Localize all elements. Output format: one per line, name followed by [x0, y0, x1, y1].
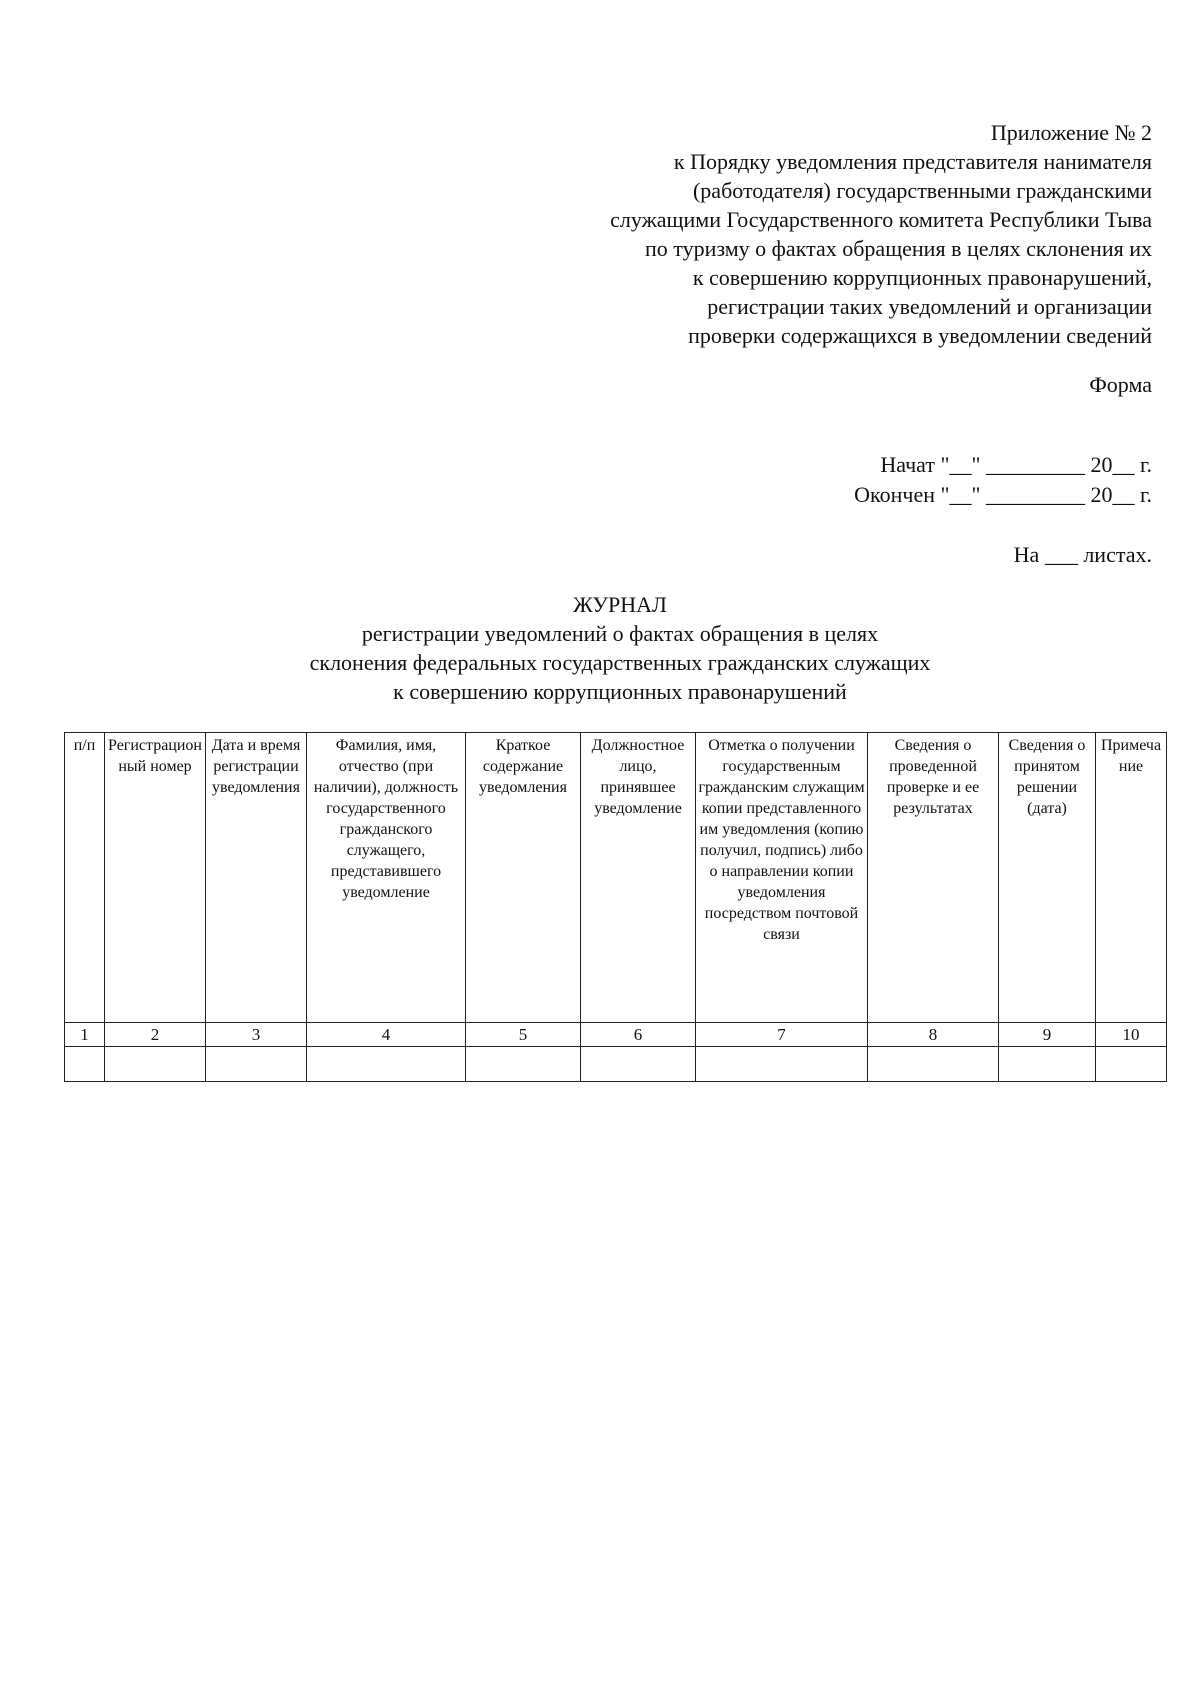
table-row — [65, 1047, 1167, 1082]
column-number: 1 — [65, 1023, 105, 1047]
column-number: 7 — [696, 1023, 868, 1047]
column-number: 5 — [466, 1023, 581, 1047]
table-cell — [307, 1047, 466, 1082]
table-cell — [1096, 1047, 1167, 1082]
header-cell-number: п/п — [65, 733, 105, 1023]
table-header-row — [65, 733, 1167, 1023]
header-cell-summary: Краткое содержание уведомления — [466, 733, 581, 1023]
finished-date: Окончен "__" _________ 20__ г. — [854, 482, 1152, 507]
appendix-line: служащими Государственного комитета Республики Тыва — [610, 207, 1152, 232]
column-number: 6 — [581, 1023, 696, 1047]
appendix-line: к Порядку уведомления представителя нанимателя — [673, 149, 1152, 174]
table-cell — [105, 1047, 206, 1082]
journal-table-wrap — [64, 732, 1166, 1082]
column-number: 4 — [307, 1023, 466, 1047]
appendix-block — [512, 118, 1152, 350]
table-number-row — [65, 1023, 1167, 1047]
column-number: 10 — [1096, 1023, 1167, 1047]
appendix-line: к совершению коррупционных правонарушений, — [692, 265, 1152, 290]
table-cell — [466, 1047, 581, 1082]
started-date: Начат "__" _________ 20__ г. — [880, 452, 1152, 477]
journal-subtitle: регистрации уведомлений о фактах обращения в целях — [361, 621, 879, 646]
header-cell-official: Должностное лицо, принявшее уведомление — [581, 733, 696, 1023]
journal-subtitle: к совершению коррупционных правонарушений — [393, 679, 847, 704]
table-cell — [868, 1047, 999, 1082]
table-cell — [65, 1047, 105, 1082]
journal-table — [64, 732, 1167, 1082]
header-cell-registration-date: Дата и время регистрации уведомления — [206, 733, 307, 1023]
table-cell — [999, 1047, 1096, 1082]
column-number: 9 — [999, 1023, 1096, 1047]
appendix-line: регистрации таких уведомлений и организации — [707, 294, 1152, 319]
header-cell-note: Примечание — [1096, 733, 1167, 1023]
appendix-line: (работодателя) государственными гражданскими — [692, 178, 1152, 203]
sheets-count: На ___ листах. — [1013, 542, 1152, 567]
header-cell-employee-name: Фамилия, имя, отчество (при наличии), должность государственного гражданского служащего, представившего уведомление — [307, 733, 466, 1023]
journal-title: ЖУРНАЛ — [573, 592, 667, 617]
appendix-line: проверки содержащихся в уведомлении сведений — [688, 323, 1152, 348]
column-number: 3 — [206, 1023, 307, 1047]
header-cell-registration-number: Регистрационный номер — [105, 733, 206, 1023]
appendix-line: по туризму о фактах обращения в целях склонения их — [645, 236, 1152, 261]
column-number: 2 — [105, 1023, 206, 1047]
journal-heading — [240, 590, 1000, 706]
column-number: 8 — [868, 1023, 999, 1047]
header-cell-copy-receipt: Отметка о получении государственным гражданским служащим копии представленного им уведомления (копию получил, подпись) либо о направлении копии уведомления посредством почтовой связи — [696, 733, 868, 1023]
table-cell — [581, 1047, 696, 1082]
table-cell — [206, 1047, 307, 1082]
header-cell-decision: Сведения о принятом решении (дата) — [999, 733, 1096, 1023]
table-cell — [696, 1047, 868, 1082]
journal-dates — [854, 450, 1152, 510]
journal-subtitle: склонения федеральных государственных гражданских служащих — [309, 650, 931, 675]
appendix-title: Приложение № 2 — [990, 120, 1152, 145]
header-cell-inspection: Сведения о проведенной проверке и ее результатах — [868, 733, 999, 1023]
form-label: Форма — [1089, 372, 1152, 397]
